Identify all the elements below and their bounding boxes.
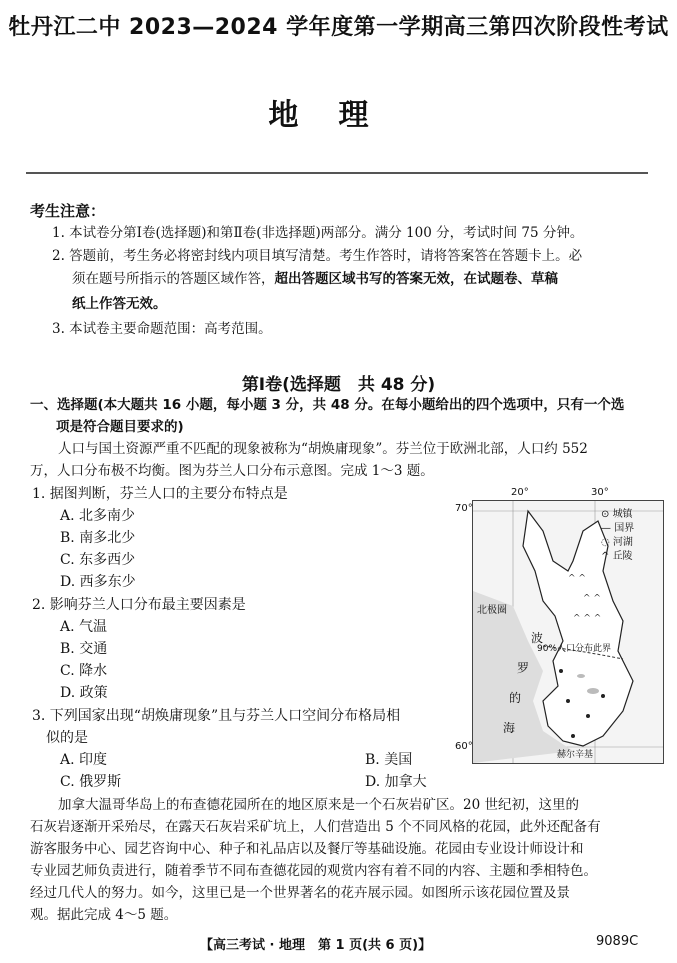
q2-option-a: A. 气温 [60,619,108,635]
lat-label-70: 70° [455,503,473,514]
label-baltic-1: 波 [531,631,544,645]
exam-title: 牡丹江二中 2023—2024 学年度第一学期高三第四次阶段性考试 [8,15,669,40]
question-2: 2. 影响芬兰人口分布最主要因素是 [32,597,246,613]
passage2-line2: 石灰岩逐渐开采殆尽，在露天石灰岩采矿坑上，人们营造出 5 个不同风格的花园，此外还配备有 [30,819,601,835]
question-1: 1. 据图判断，芬兰人口的主要分布特点是 [32,486,288,502]
legend-town-label: 城镇 [612,509,633,520]
q3-option-d: D. 加拿大 [365,774,427,790]
q1-option-b: B. 南多北少 [60,530,136,546]
hill-icon: ^ ^ ^ [573,614,602,624]
passage1-line2: 万，人口分布极不均衡。图为芬兰人口分布示意图。完成 1～3 题。 [30,463,434,479]
passage1-line1: 人口与国土资源严重不匹配的现象被称为“胡焕庸现象”。芬兰位于欧洲北部，人口约 552 [58,441,588,457]
label-population-line: 90%人口分布此界 [537,644,612,654]
label-baltic-3: 的 [509,691,522,705]
lake-shape [577,674,585,678]
legend-lake: ◌ 河湖 [601,537,633,548]
label-arctic-circle: 北极圈 [477,605,507,616]
notice-item-2c: 纸上作答无效。 [72,296,167,312]
q3-option-b: B. 美国 [365,752,413,768]
lake-shape [587,688,599,694]
subject-title: 地理 [268,98,409,133]
lon-label-30: 30° [591,487,609,498]
hill-icon: ^ ^ [568,574,586,584]
question-3a: 3. 下列国家出现“胡焕庸现象”且与芬兰人口空间分布格局相 [32,708,401,724]
footer-code: 9089C [596,934,639,949]
legend-hill-label: 丘陵 [612,551,633,562]
section-instructions-b: 项是符合题目要求的) [56,419,184,435]
map-drawing [473,501,663,763]
town-dot [601,694,605,698]
notice-item-2b [72,268,558,290]
label-baltic-4: 海 [503,721,516,735]
notice-item-1: 1. 本试卷分第Ⅰ卷(选择题)和第Ⅱ卷(非选择题)两部分。满分 100 分，考试时间 75 分钟。 [52,225,584,241]
notice-item-3: 3. 本试卷主要命题范围：高考范围。 [52,321,272,337]
hill-icon: ^ ^ [583,594,601,604]
notice-item-2b-bold: 超出答题区域书写的答案无效，在试题卷、草稿 [274,271,558,287]
passage2-line4: 专业园艺师负责进行，随着季节不同布查德花园的观赏内容有着不同的内容、主题和季相特色。 [30,863,597,879]
lat-label-60: 60° [455,741,473,752]
passage2-line1: 加拿大温哥华岛上的布查德花园所在的地区原来是一个石灰岩矿区。20 世纪初，这里的 [58,797,579,813]
town-dot [586,714,590,718]
label-baltic-2: 罗 [517,661,530,675]
section-instructions-a: 一、选择题(本大题共 16 小题，每小题 3 分，共 48 分。在每小题给出的四个选项中，只有一个选 [30,397,625,413]
legend-hill: ^ 丘陵 [601,551,633,562]
q3-option-c: C. 俄罗斯 [60,774,122,790]
passage2-line6: 观。据此完成 4～5 题。 [30,907,178,923]
footer-page-info: 【高三考试 · 地理 第 1 页(共 6 页)】 [200,938,432,953]
legend-border: — 国界 [601,523,635,534]
q2-option-d: D. 政策 [60,685,108,701]
legend-town: ⊙ 城镇 [601,509,633,520]
q1-option-c: C. 东多西少 [60,552,136,568]
notice-item-2a: 2. 答题前，考生务必将密封线内项目填写清楚。考生作答时，请将答案答在答题卡上。必 [52,248,583,264]
town-dot [571,734,575,738]
finland-population-map [455,487,664,764]
legend-border-label: 国界 [614,523,635,534]
label-helsinki: 赫尔辛基 [557,750,594,760]
q2-option-b: B. 交通 [60,641,108,657]
legend-lake-label: 河湖 [612,537,633,548]
q1-option-a: A. 北多南少 [60,508,136,524]
town-dot [559,669,563,673]
question-3b: 似的是 [46,730,88,746]
notice-heading: 考生注意： [30,202,106,220]
notice-item-2b-plain: 须在题号所指示的答题区域作答， [72,271,275,287]
q2-option-c: C. 降水 [60,663,108,679]
q3-option-a: A. 印度 [60,752,108,768]
town-dot [566,699,570,703]
passage2-line5: 经过几代人的努力。如今，这里已是一个世界著名的花卉展示园。如图所示该花园位置及景 [30,885,570,901]
lon-label-20: 20° [511,487,529,498]
section-title: 第Ⅰ卷(选择题 共 48 分) [241,375,436,395]
header-divider [26,172,648,174]
passage2-line3: 游客服务中心、园艺咨询中心、种子和礼品店以及餐厅等基础设施。花园由专业设计师设计和 [30,841,584,857]
q1-option-d: D. 西多东少 [60,574,136,590]
